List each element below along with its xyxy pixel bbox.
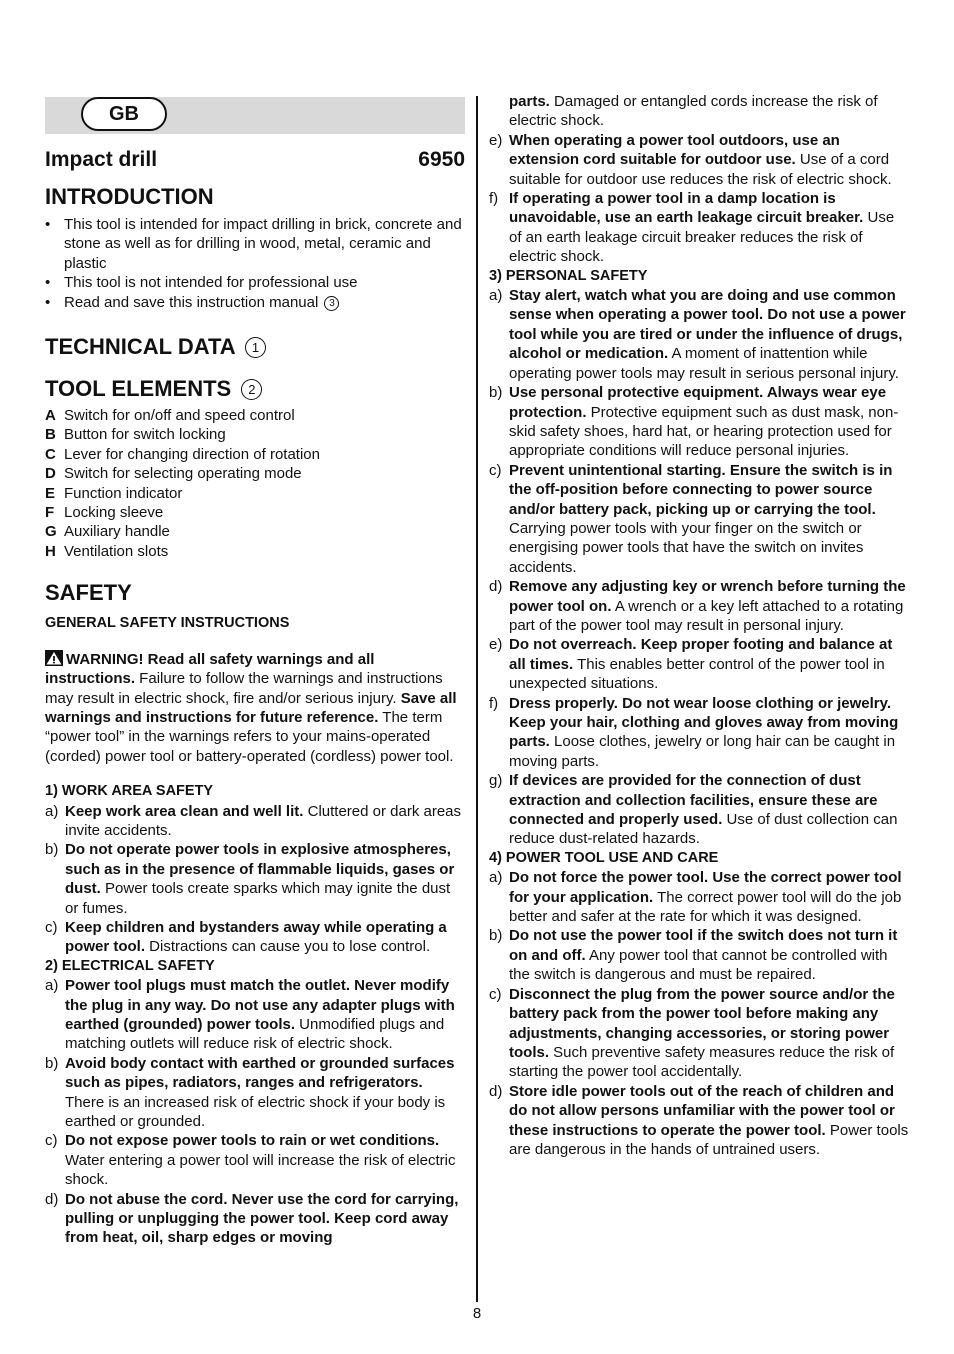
item-bold: Do not expose power tools to rain or wet conditions. <box>65 1132 440 1150</box>
item-letter: f) <box>489 190 499 208</box>
item-body <box>509 771 910 849</box>
item-text: Distractions can cause you to lose control. <box>145 938 431 956</box>
element-key: F <box>45 504 55 522</box>
item-letter: c) <box>489 461 502 479</box>
introduction-heading: INTRODUCTION <box>45 184 214 209</box>
element-label: Button for switch locking <box>64 426 226 444</box>
work-area-list <box>45 802 465 957</box>
item-text: Any power tool that cannot be controlled with the switch is dangerous and must be repaired. <box>509 946 888 984</box>
tool-elements-heading <box>45 374 465 404</box>
item-text: The correct power tool will do the job better and safer at the rate for which it was designed. <box>509 888 902 926</box>
list-item <box>489 926 910 984</box>
element-key: G <box>45 523 57 541</box>
item-bold: Do not operate power tools in explosive atmospheres, such as in the presence of flammable liquids, gases or dust. <box>65 841 455 898</box>
element-key: E <box>45 484 56 502</box>
tool-element-item <box>45 503 465 522</box>
item-body <box>509 286 910 383</box>
technical-data-heading <box>45 332 465 362</box>
item-letter: e) <box>489 131 503 149</box>
item-body <box>65 1054 465 1132</box>
element-label: Function indicator <box>64 484 183 502</box>
warning-text: Failure to follow the warnings and instructions may result in electric shock, fire and/or serious injury. <box>45 670 443 707</box>
item-bold: Do not use the power tool if the switch does not turn it on and off. <box>509 927 898 964</box>
item-text: Power tools create sparks which may ignite the dust or fumes. <box>65 880 451 917</box>
element-label: Ventilation slots <box>64 542 169 560</box>
right-column <box>489 92 910 1159</box>
introduction-list <box>45 215 465 312</box>
item-bold: Use personal protective equipment. Always wear eye protection. <box>509 384 887 421</box>
tool-use-list <box>489 868 910 1159</box>
element-label: Lever for changing direction of rotation <box>64 445 320 463</box>
list-item <box>489 985 910 1082</box>
general-warning <box>45 650 465 766</box>
item-body <box>509 131 910 189</box>
warning-bold-2: Save all warnings and instructions for future reference. <box>45 689 457 726</box>
technical-data-title: TECHNICAL DATA <box>45 334 235 360</box>
item-letter: g) <box>489 772 503 790</box>
warning-bold: WARNING! Read all safety warnings and all instructions. <box>45 650 375 688</box>
column-divider <box>476 96 478 1302</box>
item-bold: Power tool plugs must match the outlet. Never modify the plug in any way. Do not use any adapter plugs with earthed (grounded) power tools. <box>65 977 455 1033</box>
figure-ref-3: 3 <box>324 296 339 311</box>
left-column <box>45 97 465 1248</box>
item-body <box>509 868 910 926</box>
item-body <box>509 1082 910 1160</box>
product-model: 6950 <box>418 148 465 171</box>
intro-bullet: • This tool is intended for impact drilling in brick, concrete and stone as well as for drilling in wood, metal, ceramic and plastic <box>45 215 465 273</box>
item-body <box>509 577 910 635</box>
list-item <box>45 840 465 918</box>
item-text: Protective equipment such as dust mask, non-skid safety shoes, hard hat, or hearing protection used for appropriate conditions will reduce personal injuries. <box>509 403 899 460</box>
item-bold: Do not force the power tool. Use the correct power tool for your application. <box>509 869 902 906</box>
tool-element-item <box>45 445 465 464</box>
item-text: This enables better control of the power tool in unexpected situations. <box>509 655 885 693</box>
intro-bullet <box>45 293 465 312</box>
item-letter: d) <box>45 1190 59 1208</box>
tool-element-item <box>45 406 465 425</box>
warning-text-2: The term “power tool” in the warnings refers to your mains-operated (corded) power tool or battery-operated (cordless) power tool. <box>45 708 454 765</box>
safety-heading: SAFETY <box>45 580 132 606</box>
electrical-list-continued <box>489 92 910 267</box>
item-text: Cluttered or dark areas invite accidents. <box>65 802 462 839</box>
intro-bullet-text: Read and save this instruction manual <box>64 293 319 311</box>
list-item-continued <box>489 92 910 131</box>
item-letter: c) <box>45 918 58 936</box>
item-body <box>509 985 910 1082</box>
item-body <box>65 1131 465 1189</box>
item-body <box>509 694 910 772</box>
item-letter: d) <box>489 578 503 596</box>
item-body <box>509 383 910 461</box>
work-area-heading: 1) WORK AREA SAFETY <box>45 783 214 800</box>
item-letter: b) <box>489 927 503 945</box>
item-text: Carrying power tools with your finger on the switch or energising power tools that have the switch on invites accidents. <box>509 519 864 576</box>
item-body <box>65 802 465 841</box>
item-text: Use of an earth leakage circuit breaker reduces the risk of electric shock. <box>509 209 895 266</box>
intro-bullet: • This tool is not intended for professional use <box>45 273 465 292</box>
list-item <box>489 771 910 849</box>
item-text: Use of a cord suitable for outdoor use reduces the risk of electric shock. <box>509 151 892 188</box>
item-bold: Prevent unintentional starting. Ensure the switch is in the off-position before connecting to power source and/or battery pack, picking up or carrying the tool. <box>509 461 893 518</box>
electrical-heading: 2) ELECTRICAL SAFETY <box>45 957 215 974</box>
item-letter: c) <box>45 1132 58 1150</box>
item-bold: Remove any adjusting key or wrench before turning the power tool on. <box>509 578 906 615</box>
item-letter: a) <box>489 869 503 887</box>
element-key: C <box>45 445 56 463</box>
item-bold: Keep work area clean and well lit. <box>65 802 304 820</box>
item-body <box>65 840 465 918</box>
product-name: Impact drill <box>45 148 158 171</box>
item-text: Power tools are dangerous in the hands of untrained users. <box>509 1121 909 1158</box>
list-item <box>489 1082 910 1160</box>
item-text: Water entering a power tool will increase the risk of electric shock. <box>65 1151 456 1189</box>
item-body <box>65 1190 465 1248</box>
list-item <box>489 286 910 383</box>
list-item <box>489 694 910 772</box>
list-item <box>45 918 465 957</box>
element-key: B <box>45 426 56 444</box>
tool-use-heading: 4) POWER TOOL USE AND CARE <box>489 849 719 866</box>
figure-ref-1: 1 <box>245 337 266 358</box>
item-body <box>509 635 910 693</box>
element-label: Switch for selecting operating mode <box>64 465 302 483</box>
item-text: Such preventive safety measures reduce the risk of starting the power tool accidentally. <box>509 1043 895 1081</box>
item-text: Unmodified plugs and matching outlets will reduce risk of electric shock. <box>65 1016 445 1053</box>
element-key: A <box>45 407 56 425</box>
element-label: Switch for on/off and speed control <box>64 407 295 425</box>
item-letter-empty <box>489 92 509 131</box>
list-item <box>489 461 910 577</box>
personal-safety-list <box>489 286 910 849</box>
item-text: Use of dust collection can reduce dust-related hazards. <box>509 811 898 848</box>
item-letter: b) <box>489 384 503 402</box>
item-bold: Keep children and bystanders away while operating a power tool. <box>65 918 447 956</box>
item-letter: a) <box>45 977 59 995</box>
item-bold: When operating a power tool outdoors, use an extension cord suitable for outdoor use. <box>509 131 840 169</box>
general-safety-heading: GENERAL SAFETY INSTRUCTIONS <box>45 615 290 632</box>
item-bold: parts. <box>509 93 550 110</box>
figure-ref-2: 2 <box>241 379 262 400</box>
item-text: Loose clothes, jewelry or long hair can be caught in moving parts. <box>509 733 896 770</box>
page-number: 8 <box>472 1305 482 1322</box>
item-text: A wrench or a key left attached to a rotating part of the power tool may result in personal injury. <box>509 597 904 634</box>
item-bold: Dress properly. Do not wear loose clothing or jewelry. Keep your hair, clothing and gloves away from moving parts. <box>509 694 899 751</box>
item-bold: Stay alert, watch what you are doing and use common sense when operating a power tool. Do not use a power tool while you are tired or under the influence of drugs, alcohol or medication. <box>509 287 906 363</box>
item-letter: d) <box>489 1082 503 1100</box>
element-key: D <box>45 465 56 483</box>
list-item <box>45 1054 465 1132</box>
item-body <box>509 461 910 577</box>
list-item <box>45 1190 465 1248</box>
item-bold: Do not overreach. Keep proper footing and balance at all times. <box>509 636 893 673</box>
item-bold: Store idle power tools out of the reach of children and do not allow persons unfamiliar with the power tool or these instructions to operate the power tool. <box>509 1082 895 1139</box>
item-bold: Disconnect the plug from the power source and/or the battery pack from the power tool before making any adjustments, changing accessories, or storing power tools. <box>509 985 895 1061</box>
tool-element-item <box>45 464 465 483</box>
item-bold: Avoid body contact with earthed or grounded surfaces such as pipes, radiators, ranges and refrigerators. <box>65 1054 455 1092</box>
list-item <box>45 976 465 1054</box>
list-item <box>489 868 910 926</box>
tool-elements-title: TOOL ELEMENTS <box>45 376 232 402</box>
element-label: Auxiliary handle <box>64 523 170 541</box>
tool-element-item <box>45 484 465 503</box>
item-body <box>509 92 910 131</box>
item-bold: If devices are provided for the connection of dust extraction and collection facilities, ensure these are connected and properly used. <box>509 772 878 829</box>
item-letter: b) <box>45 1054 59 1072</box>
tool-element-item <box>45 522 465 541</box>
language-bar <box>45 97 465 134</box>
list-item <box>489 383 910 461</box>
tool-elements-list <box>45 406 465 561</box>
list-item <box>489 635 910 693</box>
item-body <box>65 976 465 1054</box>
item-bold: If operating a power tool in a damp location is unavoidable, use an earth leakage circuit breaker. <box>509 190 864 227</box>
list-item <box>489 189 910 267</box>
item-body <box>509 189 910 267</box>
tool-element-item <box>45 542 465 561</box>
item-text: A moment of inattention while operating power tools may result in serious personal injury. <box>509 345 899 382</box>
list-item <box>45 1131 465 1189</box>
item-letter: c) <box>489 985 502 1003</box>
warning-icon <box>45 650 63 666</box>
item-letter: a) <box>45 802 59 820</box>
item-letter: f) <box>489 694 499 712</box>
item-text: Damaged or entangled cords increase the risk of electric shock. <box>509 93 878 130</box>
list-item <box>45 802 465 841</box>
language-badge: GB <box>81 97 167 131</box>
element-label: Locking sleeve <box>64 504 164 522</box>
item-bold: Do not abuse the cord. Never use the cord for carrying, pulling or unplugging the power tool. Keep cord away from heat, oil, sharp edges or moving <box>65 1190 459 1247</box>
item-body <box>509 926 910 984</box>
product-title-row <box>45 146 465 174</box>
item-letter: b) <box>45 841 59 859</box>
electrical-list <box>45 976 465 1248</box>
item-text: There is an increased risk of electric shock if your body is earthed or grounded. <box>65 1093 446 1131</box>
list-item <box>489 131 910 189</box>
item-letter: e) <box>489 636 503 654</box>
item-body <box>65 918 465 957</box>
item-letter: a) <box>489 287 503 305</box>
element-key: H <box>45 542 56 560</box>
personal-safety-heading: 3) PERSONAL SAFETY <box>489 267 648 284</box>
tool-element-item <box>45 425 465 444</box>
list-item <box>489 577 910 635</box>
